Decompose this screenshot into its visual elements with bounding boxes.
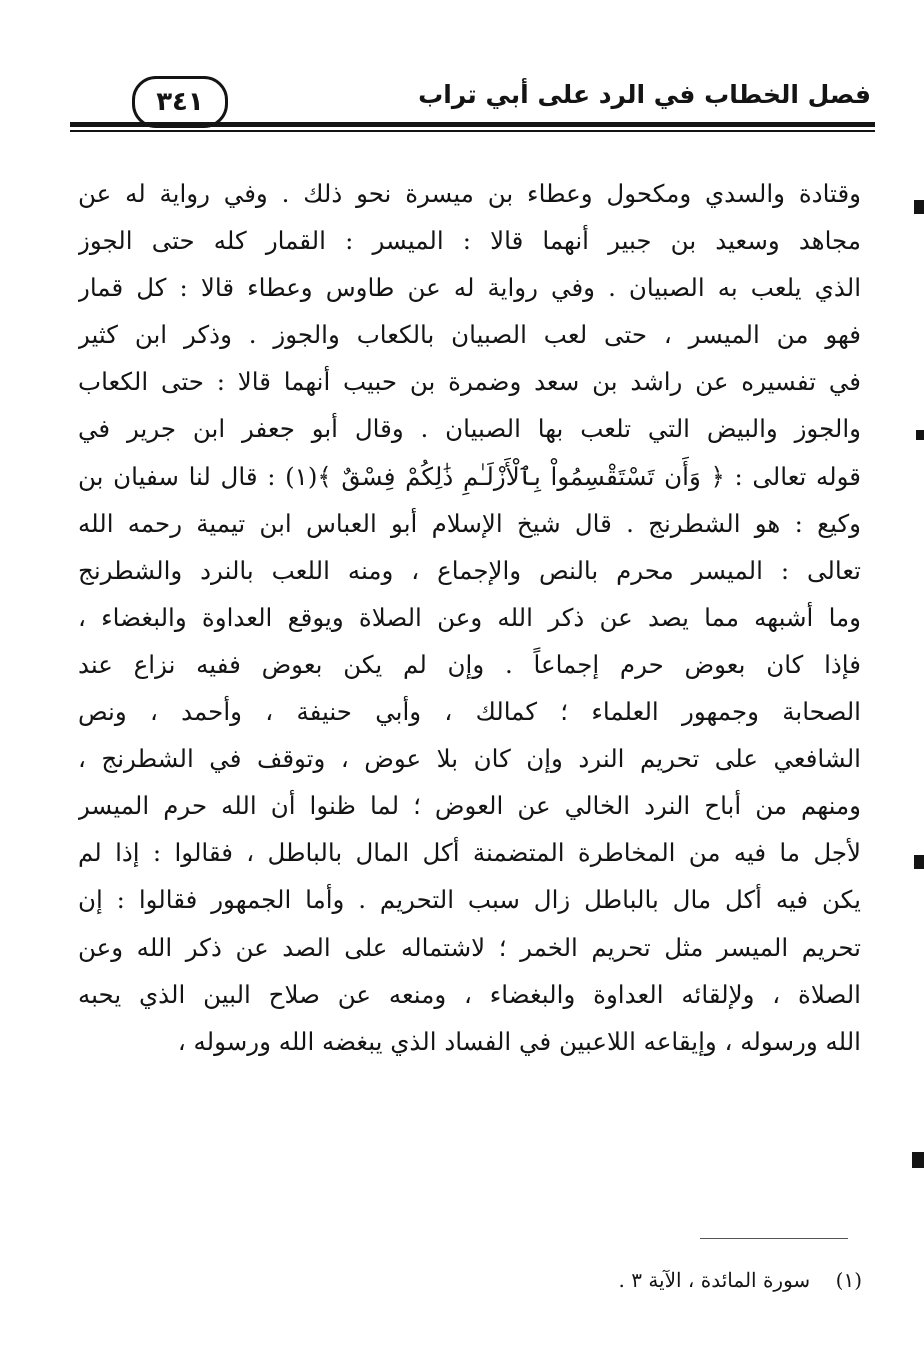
body-line: قوله تعالى : ﴿ وَأَن تَسْتَقْسِمُواْ بِٱلْأَزْلَـٰمِ ذَٰلِكُمْ فِسْقٌ ﴾(١) : قال لنا سفيان بن — [78, 461, 861, 491]
footnote-marker: (١) — [835, 1268, 862, 1292]
body-line: تحريم الميسر مثل تحريم الخمر ؛ لاشتماله على الصد عن ذكر الله وعن — [78, 932, 861, 962]
footnote-text: سورة المائدة ، الآية ٣ . — [618, 1268, 811, 1292]
page-number: ٣٤١ — [132, 76, 228, 128]
body-line: وما أشبهه مما يصد عن ذكر الله وعن الصلاة ويوقع العداوة والبغضاء ، — [78, 602, 861, 632]
body-line: والجوز والبيض التي تلعب بها الصبيان . وقال أبو جعفر ابن جرير في — [78, 414, 861, 444]
body-line: يكن فيه أكل مال بالباطل زال سبب التحريم . وأما الجمهور فقالوا : إن — [78, 885, 861, 915]
scan-margin-mark — [912, 1152, 924, 1168]
body-line: وكيع : هو الشطرنج . قال شيخ الإسلام أبو العباس ابن تيمية رحمه الله — [78, 508, 861, 538]
body-line: ومنهم من أباح النرد الخالي عن العوض ؛ لما ظنوا أن الله حرم الميسر — [78, 791, 861, 821]
body-line: فإذا كان بعوض حرم إجماعاً . وإن لم يكن بعوض ففيه نزاع عند — [78, 649, 861, 679]
body-line: مجاهد وسعيد بن جبير أنهما قالا : الميسر : القمار كله حتى الجوز — [78, 226, 861, 256]
body-line: تعالى : الميسر محرم بالنص والإجماع ، ومنه اللعب بالنرد والشطرنج — [78, 555, 861, 585]
header-rule-thick — [70, 122, 875, 127]
body-line: فهو من الميسر ، حتى لعب الصبيان بالكعاب والجوز . وذكر ابن كثير — [78, 320, 861, 350]
body-line: الصحابة وجمهور العلماء ؛ كمالك ، وأبي حنيفة ، وأحمد ، ونص — [78, 697, 861, 727]
body-line: وقتادة والسدي ومكحول وعطاء بن ميسرة نحو ذلك . وفي رواية له عن — [78, 179, 861, 208]
body-line: الله ورسوله ، وإيقاعه اللاعبين في الفساد الذي يبغضه الله ورسوله ، — [177, 1026, 861, 1056]
scan-margin-mark — [914, 855, 924, 869]
running-title: فصل الخطاب في الرد على أبي تراب — [418, 80, 871, 109]
scan-margin-mark — [914, 200, 924, 214]
body-line: الذي يلعب به الصبيان . وفي رواية له عن طاوس وعطاء قالا : كل قمار — [78, 273, 861, 303]
body-line: الشافعي على تحريم النرد وإن كان بلا عوض ، وتوقف في الشطرنج ، — [78, 744, 861, 774]
footnote — [619, 1268, 863, 1292]
header-rule-thin — [70, 130, 875, 132]
footnote-separator — [700, 1238, 848, 1239]
body-text — [78, 170, 861, 1065]
page-header — [70, 70, 875, 132]
scan-margin-mark — [916, 430, 924, 440]
body-line: في تفسيره عن راشد بن سعد وضمرة بن حبيب أنهما قالا : حتى الكعاب — [78, 367, 861, 397]
body-line: الصلاة ، ولإلقائه العداوة والبغضاء ، ومنعه عن صلاح البين الذي يحبه — [78, 979, 861, 1009]
body-line: لأجل ما فيه من المخاطرة المتضمنة أكل المال بالباطل ، فقالوا : إذا لم — [78, 838, 861, 868]
